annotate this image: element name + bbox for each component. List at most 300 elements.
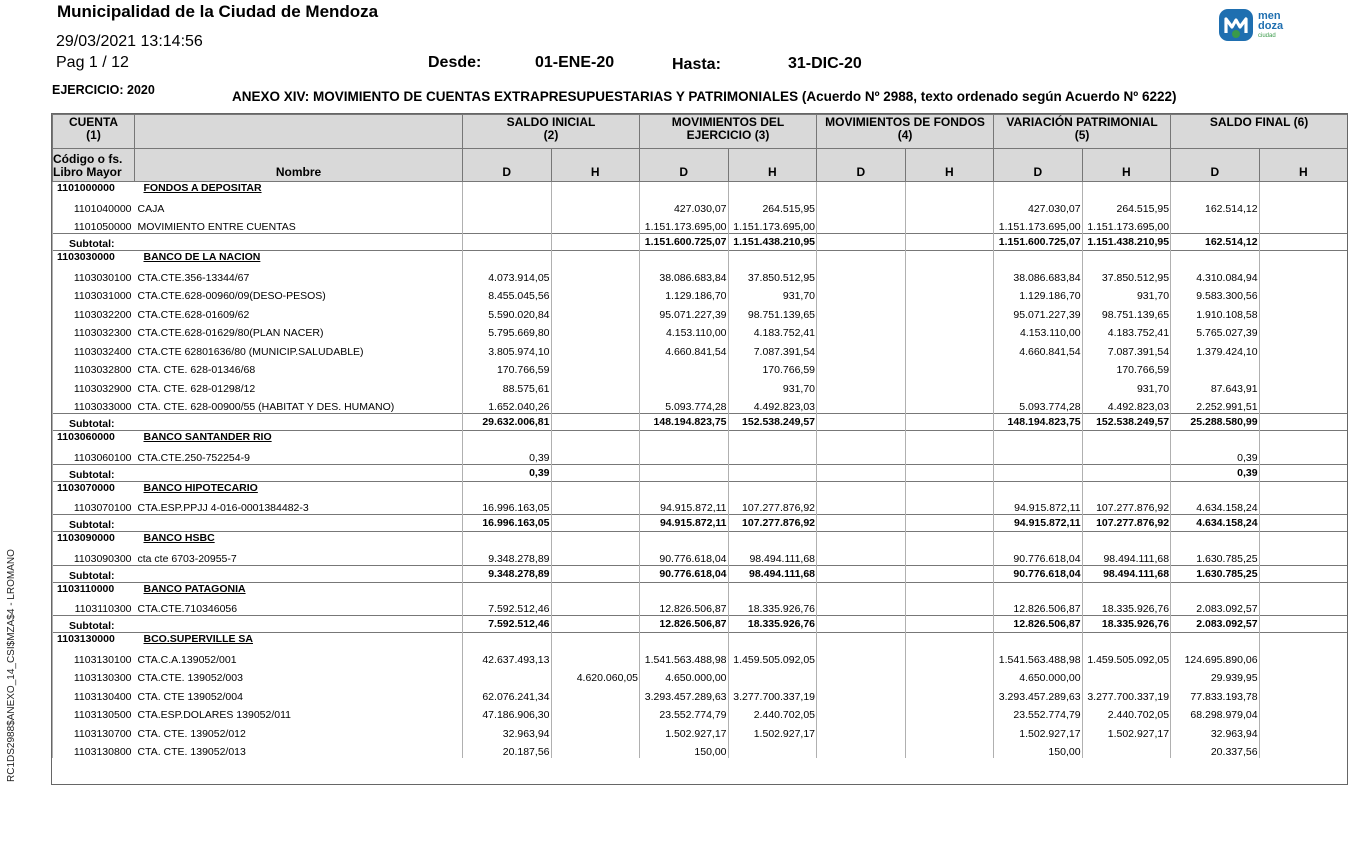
account-name: MOVIMIENTO ENTRE CUENTAS	[137, 221, 296, 233]
account-code: 1103030100	[53, 265, 135, 284]
empty-cell	[640, 582, 729, 597]
account-code: 1103032800	[53, 358, 135, 377]
amount-cell	[463, 196, 552, 215]
amount-cell: 90.776.618,04	[640, 546, 729, 565]
subtotal-label: Subtotal:	[53, 234, 135, 251]
amount-cell: 37.850.512,95	[728, 265, 817, 284]
amount-cell: 12.826.506,87	[994, 597, 1083, 616]
subtotal-amount	[905, 464, 994, 481]
group-header-row	[53, 532, 1348, 547]
subtotal-amount	[817, 565, 906, 582]
amount-cell: 12.826.506,87	[640, 597, 729, 616]
table-row	[53, 546, 1348, 565]
anexo-title: ANEXO XIV: MOVIMIENTO DE CUENTAS EXTRAPRESUPUESTARIAS Y PATRIMONIALES (Acuerdo Nº 2988, texto ordenado según Acuerdo Nº 6222)	[232, 89, 1177, 104]
amount-cell	[1082, 740, 1171, 759]
amount-cell: 931,70	[728, 376, 817, 395]
amount-cell: 3.277.700.337,19	[1082, 684, 1171, 703]
subtotal-amount	[817, 464, 906, 481]
table-row	[53, 597, 1348, 616]
amount-cell: 1.151.173.695,00	[994, 215, 1083, 234]
subtotal-row	[53, 414, 1348, 431]
table-row	[53, 376, 1348, 395]
amount-cell	[817, 196, 906, 215]
amount-cell: 20.337,56	[1171, 740, 1260, 759]
amount-cell	[905, 196, 994, 215]
empty-cell	[463, 251, 552, 266]
amount-cell: 0,39	[1171, 445, 1260, 464]
amount-cell	[1259, 395, 1348, 414]
subtotal-amount	[640, 464, 729, 481]
amount-cell	[1259, 376, 1348, 395]
amount-cell	[1259, 496, 1348, 515]
empty-cell	[640, 633, 729, 648]
amount-cell: 2.083.092,57	[1171, 597, 1260, 616]
amount-cell	[905, 302, 994, 321]
amount-cell	[1259, 284, 1348, 303]
amount-cell	[905, 496, 994, 515]
subtotal-amount: 98.494.111,68	[1082, 565, 1171, 582]
amount-cell	[640, 445, 729, 464]
amount-cell: 23.552.774,79	[640, 703, 729, 722]
account-name: CTA.ESP.PPJJ 4-016-0001384482-3	[137, 502, 309, 514]
subtotal-label: Subtotal:	[53, 616, 135, 633]
account-code: 1101050000	[53, 215, 135, 234]
account-name: CTA.CTE.628-00960/09(DESO-PESOS)	[137, 290, 326, 302]
amount-cell	[1171, 358, 1260, 377]
side-reference-text: RC1DS2988$ANEXO_14_CSI$MZA$4 - LROMANO	[6, 549, 17, 782]
empty-cell	[463, 532, 552, 547]
amount-cell: 47.186.906,30	[463, 703, 552, 722]
account-name: CTA. CTE. 628-01346/68	[137, 364, 256, 376]
amount-cell: 32.963,94	[1171, 721, 1260, 740]
amount-cell	[1259, 546, 1348, 565]
subtotal-amount: 16.996.163,05	[463, 515, 552, 532]
empty-cell	[1171, 532, 1260, 547]
amount-cell	[1259, 684, 1348, 703]
amount-cell	[817, 445, 906, 464]
amount-cell	[817, 265, 906, 284]
amount-cell	[551, 215, 640, 234]
amount-cell	[463, 666, 552, 685]
amount-cell: 1.151.173.695,00	[728, 215, 817, 234]
empty-cell	[1082, 251, 1171, 266]
account-name: CTA.CTE 62801636/80 (MUNICIP.SALUDABLE)	[137, 345, 364, 358]
account-name: CAJA	[137, 202, 165, 215]
empty-cell	[463, 481, 552, 496]
amount-cell	[817, 740, 906, 759]
subtotal-amount	[551, 515, 640, 532]
subtotal-amount	[1259, 414, 1348, 431]
empty-cell	[1259, 182, 1348, 197]
amount-cell: 88.575,61	[463, 376, 552, 395]
empty-cell	[905, 481, 994, 496]
empty-cell	[1259, 582, 1348, 597]
subtotal-row	[53, 515, 1348, 532]
hasta-value: 31-DIC-20	[788, 55, 862, 72]
empty-cell	[463, 431, 552, 446]
amount-cell	[905, 546, 994, 565]
header-movimientos-fondos: MOVIMIENTOS DE FONDOS (4)	[817, 115, 994, 149]
amount-cell: 3.293.457.289,63	[994, 684, 1083, 703]
amount-cell: 2.440.702,05	[728, 703, 817, 722]
amount-cell: 3.293.457.289,63	[640, 684, 729, 703]
amount-cell: 2.440.702,05	[1082, 703, 1171, 722]
account-name: CTA.CTE.250-752254-9	[137, 451, 250, 464]
empty-cell	[640, 251, 729, 266]
subtotal-amount	[551, 414, 640, 431]
amount-cell: 4.183.752,41	[728, 321, 817, 340]
empty-cell	[463, 582, 552, 597]
subtotal-amount: 12.826.506,87	[640, 616, 729, 633]
amount-cell: 9.348.278,89	[463, 546, 552, 565]
amount-cell: 150,00	[640, 740, 729, 759]
subtotal-amount: 98.494.111,68	[728, 565, 817, 582]
empty-cell	[817, 532, 906, 547]
empty-cell	[640, 481, 729, 496]
table-row	[53, 445, 1348, 464]
amount-cell: 1.151.173.695,00	[640, 215, 729, 234]
account-code: 1103130500	[53, 703, 135, 722]
subtotal-amount: 152.538.249,57	[728, 414, 817, 431]
amount-cell	[905, 445, 994, 464]
amount-cell: 1.541.563.488,98	[640, 647, 729, 666]
amount-cell: 90.776.618,04	[994, 546, 1083, 565]
amount-cell	[905, 376, 994, 395]
empty-cell	[728, 633, 817, 648]
amount-cell	[905, 265, 994, 284]
amount-cell: 18.335.926,76	[728, 597, 817, 616]
amount-cell	[905, 215, 994, 234]
subtotal-amount: 25.288.580,99	[1171, 414, 1260, 431]
group-name: BANCO PATAGONIA	[135, 582, 463, 597]
amount-cell: 1.129.186,70	[994, 284, 1083, 303]
amount-cell	[905, 666, 994, 685]
empty-cell	[1259, 251, 1348, 266]
amount-cell: 38.086.683,84	[994, 265, 1083, 284]
empty-cell	[135, 464, 463, 481]
subtotal-amount	[551, 565, 640, 582]
account-code: 1103110300	[53, 597, 135, 616]
subtotal-amount: 7.592.512,46	[463, 616, 552, 633]
account-code: 1103032900	[53, 376, 135, 395]
amount-cell	[1171, 215, 1260, 234]
subtotal-amount: 12.826.506,87	[994, 616, 1083, 633]
empty-cell	[1171, 431, 1260, 446]
account-name: CTA. CTE. 628-01298/12	[137, 382, 256, 395]
empty-cell	[135, 616, 463, 633]
amount-cell: 1.459.505.092,05	[1082, 647, 1171, 666]
empty-cell	[135, 234, 463, 251]
amount-cell	[1259, 321, 1348, 340]
header-blank	[135, 115, 463, 149]
group-code: 1103070000	[53, 481, 135, 496]
subtotal-amount: 90.776.618,04	[640, 565, 729, 582]
amount-cell	[817, 302, 906, 321]
amount-cell: 94.915.872,11	[640, 496, 729, 515]
empty-cell	[551, 582, 640, 597]
amount-cell	[551, 265, 640, 284]
subtotal-amount: 1.151.438.210,95	[1082, 234, 1171, 251]
amount-cell: 107.277.876,92	[1082, 496, 1171, 515]
amount-cell	[905, 284, 994, 303]
group-header-row	[53, 182, 1348, 197]
amount-cell	[817, 358, 906, 377]
amount-cell: 4.153.110,00	[994, 321, 1083, 340]
subtotal-amount: 148.194.823,75	[640, 414, 729, 431]
amount-cell	[1259, 265, 1348, 284]
header-h: H	[551, 149, 640, 182]
amount-cell	[817, 666, 906, 685]
amount-cell: 1.151.173.695,00	[1082, 215, 1171, 234]
amount-cell: 7.087.391,54	[728, 339, 817, 358]
empty-cell	[1259, 633, 1348, 648]
subtotal-label: Subtotal:	[53, 565, 135, 582]
amount-cell: 98.494.111,68	[1082, 546, 1171, 565]
page-indicator: Pag 1 / 12	[56, 54, 129, 71]
account-name: CTA. CTE. 139052/013	[137, 746, 246, 758]
subtotal-amount	[905, 565, 994, 582]
empty-cell	[1171, 633, 1260, 648]
mendoza-logo	[1218, 7, 1298, 45]
amount-cell: 5.590.020,84	[463, 302, 552, 321]
table-row	[53, 265, 1348, 284]
subtotal-amount	[905, 234, 994, 251]
amount-cell: 1.502.927,17	[640, 721, 729, 740]
movements-table	[51, 113, 1348, 785]
amount-cell	[551, 740, 640, 759]
subtotal-amount: 0,39	[463, 464, 552, 481]
empty-cell	[463, 182, 552, 197]
table-row	[53, 215, 1348, 234]
empty-cell	[1259, 532, 1348, 547]
amount-cell: 62.076.241,34	[463, 684, 552, 703]
amount-cell: 4.620.060,05	[551, 666, 640, 685]
amount-cell: 1.541.563.488,98	[994, 647, 1083, 666]
account-code: 1103060100	[53, 445, 135, 464]
table-body	[53, 182, 1348, 759]
subtotal-amount	[551, 616, 640, 633]
subtotal-amount	[1259, 565, 1348, 582]
amount-cell	[640, 358, 729, 377]
table-row	[53, 703, 1348, 722]
group-name: BANCO DE LA NACION	[135, 251, 463, 266]
empty-cell	[905, 431, 994, 446]
empty-cell	[817, 582, 906, 597]
amount-cell	[817, 703, 906, 722]
amount-cell: 4.492.823,03	[1082, 395, 1171, 414]
empty-cell	[817, 182, 906, 197]
group-name: BANCO SANTANDER RIO	[135, 431, 463, 446]
header-movimientos-ejercicio: MOVIMIENTOS DEL EJERCICIO (3)	[640, 115, 817, 149]
subtotal-amount: 1.151.600.725,07	[994, 234, 1083, 251]
subtotal-row	[53, 616, 1348, 633]
empty-cell	[1171, 481, 1260, 496]
amount-cell	[905, 684, 994, 703]
amount-cell: 4.073.914,05	[463, 265, 552, 284]
account-name: CTA.ESP.DOLARES 139052/011	[137, 709, 292, 721]
amount-cell: 77.833.193,78	[1171, 684, 1260, 703]
amount-cell	[905, 721, 994, 740]
amount-cell: 931,70	[728, 284, 817, 303]
amount-cell: 170.766,59	[728, 358, 817, 377]
empty-cell	[463, 633, 552, 648]
amount-cell	[1259, 647, 1348, 666]
empty-cell	[817, 431, 906, 446]
subtotal-amount: 94.915.872,11	[994, 515, 1083, 532]
group-code: 1101000000	[53, 182, 135, 197]
amount-cell	[905, 740, 994, 759]
amount-cell: 9.583.300,56	[1171, 284, 1260, 303]
subtotal-amount: 2.083.092,57	[1171, 616, 1260, 633]
amount-cell	[905, 358, 994, 377]
amount-cell: 4.153.110,00	[640, 321, 729, 340]
amount-cell	[1259, 445, 1348, 464]
group-header-row	[53, 251, 1348, 266]
table-row	[53, 339, 1348, 358]
amount-cell: 1.652.040,26	[463, 395, 552, 414]
amount-cell: 0,39	[463, 445, 552, 464]
amount-cell: 4.650.000,00	[640, 666, 729, 685]
amount-cell: 2.252.991,51	[1171, 395, 1260, 414]
amount-cell: 32.963,94	[463, 721, 552, 740]
account-name: CTA. CTE. 628-00900/55 (HABITAT Y DES. HUMANO)	[137, 401, 395, 413]
subtotal-amount: 29.632.006,81	[463, 414, 552, 431]
group-code: 1103030000	[53, 251, 135, 266]
empty-cell	[1082, 431, 1171, 446]
subtotal-amount: 148.194.823,75	[994, 414, 1083, 431]
subtotal-amount	[1082, 464, 1171, 481]
subtotal-amount: 1.151.438.210,95	[728, 234, 817, 251]
amount-cell	[994, 358, 1083, 377]
amount-cell	[551, 703, 640, 722]
amount-cell: 7.087.391,54	[1082, 339, 1171, 358]
account-name: CTA. CTE. 139052/012	[137, 727, 246, 740]
header-saldo-final: SALDO FINAL (6)	[1171, 115, 1348, 149]
amount-cell: 124.695.890,06	[1171, 647, 1260, 666]
subtotal-amount: 1.151.600.725,07	[640, 234, 729, 251]
amount-cell: 5.765.027,39	[1171, 321, 1260, 340]
empty-cell	[1082, 182, 1171, 197]
account-code: 1101040000	[53, 196, 135, 215]
header-d: D	[817, 149, 906, 182]
empty-cell	[1171, 182, 1260, 197]
account-code: 1103130800	[53, 740, 135, 759]
amount-cell	[1259, 703, 1348, 722]
header-d: D	[463, 149, 552, 182]
amount-cell	[551, 395, 640, 414]
amount-cell	[551, 721, 640, 740]
empty-cell	[640, 431, 729, 446]
subtotal-label: Subtotal:	[53, 464, 135, 481]
municipality-title: Municipalidad de la Ciudad de Mendoza	[57, 2, 379, 21]
empty-cell	[994, 251, 1083, 266]
account-code: 1103033000	[53, 395, 135, 414]
amount-cell: 1.502.927,17	[994, 721, 1083, 740]
subtotal-amount: 162.514,12	[1171, 234, 1260, 251]
amount-cell	[994, 445, 1083, 464]
subtotal-amount	[551, 234, 640, 251]
amount-cell: 8.455.045,56	[463, 284, 552, 303]
subtotal-amount	[994, 464, 1083, 481]
amount-cell	[640, 376, 729, 395]
amount-cell: 427.030,07	[640, 196, 729, 215]
header-codigo: Código o fs. Libro Mayor	[53, 149, 135, 182]
empty-cell	[1082, 532, 1171, 547]
empty-cell	[905, 182, 994, 197]
group-code: 1103090000	[53, 532, 135, 547]
amount-cell: 20.187,56	[463, 740, 552, 759]
amount-cell: 42.637.493,13	[463, 647, 552, 666]
amount-cell: 4.634.158,24	[1171, 496, 1260, 515]
amount-cell	[817, 496, 906, 515]
header-saldo-inicial: SALDO INICIAL (2)	[463, 115, 640, 149]
amount-cell	[1259, 358, 1348, 377]
empty-cell	[994, 431, 1083, 446]
hasta-label: Hasta:	[672, 56, 721, 73]
header-d: D	[994, 149, 1083, 182]
account-name: CTA.CTE.628-01629/80(PLAN NACER)	[137, 327, 324, 339]
amount-cell	[1082, 445, 1171, 464]
amount-cell	[994, 376, 1083, 395]
subtotal-amount	[905, 414, 994, 431]
group-header-row	[53, 582, 1348, 597]
amount-cell	[551, 445, 640, 464]
account-name: CTA. CTE 139052/004	[137, 690, 243, 703]
account-code: 1103090300	[53, 546, 135, 565]
table-row	[53, 302, 1348, 321]
amount-cell	[905, 703, 994, 722]
amount-cell	[551, 302, 640, 321]
amount-cell: 931,70	[1082, 284, 1171, 303]
amount-cell: 1.129.186,70	[640, 284, 729, 303]
amount-cell: 23.552.774,79	[994, 703, 1083, 722]
amount-cell	[1259, 302, 1348, 321]
empty-cell	[994, 481, 1083, 496]
subtotal-label: Subtotal:	[53, 414, 135, 431]
subtotal-amount: 18.335.926,76	[1082, 616, 1171, 633]
subtotal-amount: 94.915.872,11	[640, 515, 729, 532]
amount-cell	[817, 339, 906, 358]
amount-cell	[1082, 666, 1171, 685]
amount-cell	[1259, 215, 1348, 234]
amount-cell	[1259, 721, 1348, 740]
amount-cell: 1.502.927,17	[1082, 721, 1171, 740]
amount-cell: 4.660.841,54	[640, 339, 729, 358]
amount-cell	[1259, 339, 1348, 358]
empty-cell	[551, 251, 640, 266]
desde-label: Desde:	[428, 54, 482, 71]
amount-cell	[1259, 597, 1348, 616]
amount-cell: 98.751.139,65	[1082, 302, 1171, 321]
empty-cell	[728, 431, 817, 446]
amount-cell	[728, 445, 817, 464]
amount-cell	[905, 647, 994, 666]
empty-cell	[1082, 582, 1171, 597]
amount-cell: 4.492.823,03	[728, 395, 817, 414]
account-code: 1103032200	[53, 302, 135, 321]
subtotal-amount: 107.277.876,92	[728, 515, 817, 532]
empty-cell	[905, 251, 994, 266]
amount-cell: 98.494.111,68	[728, 546, 817, 565]
subtotal-amount	[1259, 616, 1348, 633]
empty-cell	[994, 182, 1083, 197]
subtotal-amount	[905, 515, 994, 532]
group-name: FONDOS A DEPOSITAR	[143, 182, 262, 194]
account-code: 1103130700	[53, 721, 135, 740]
subtotal-row	[53, 565, 1348, 582]
amount-cell: 94.915.872,11	[994, 496, 1083, 515]
empty-cell	[551, 431, 640, 446]
